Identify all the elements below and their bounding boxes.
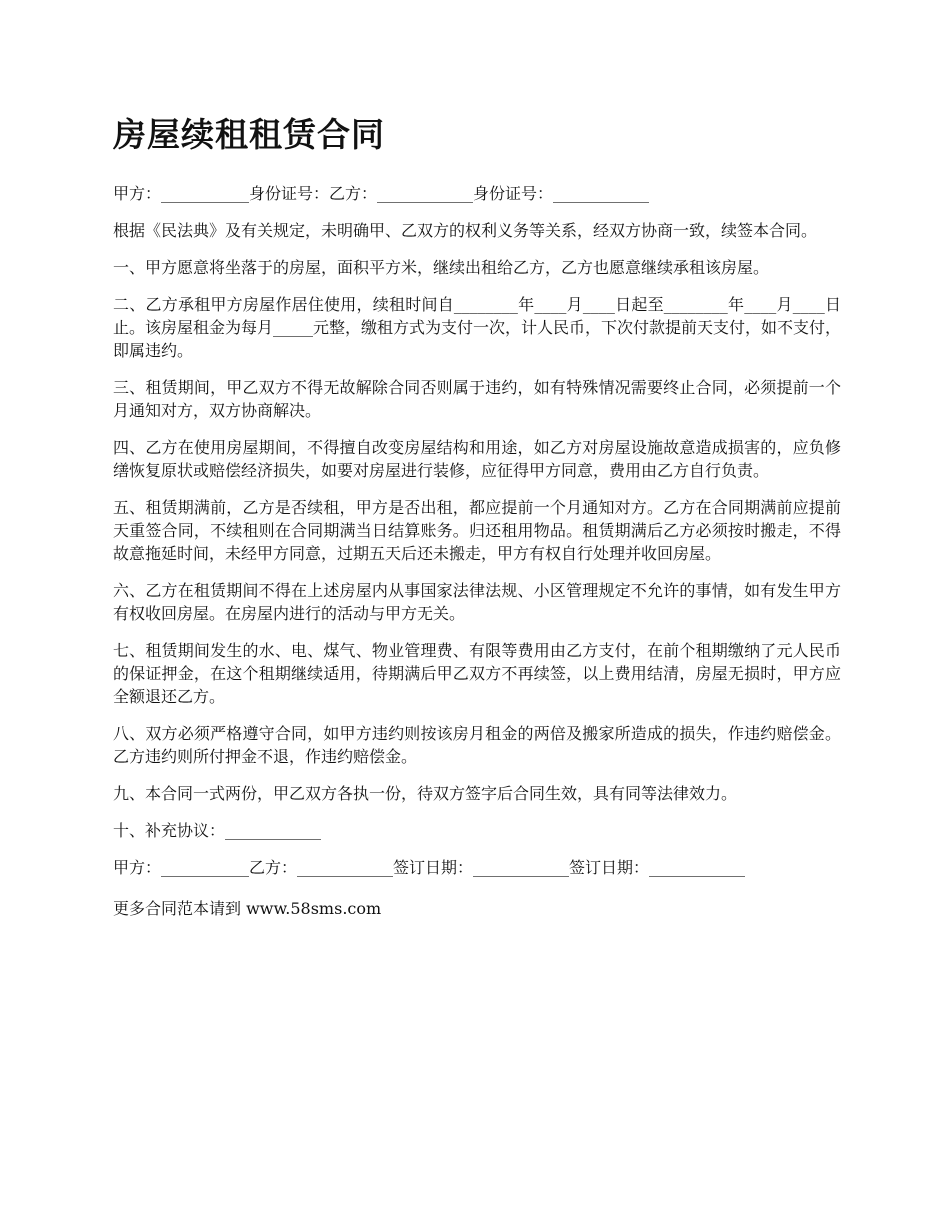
parties-line: 甲方：___________身份证号：乙方：____________身份证号：____________: [113, 184, 650, 203]
clause-4: 四、乙方在使用房屋期间，不得擅自改变房屋结构和用途，如乙方对房屋设施故意造成损害的，应负修缮恢复原状或赔偿经济损失，如要对房屋进行装修，应征得甲方同意，费用由乙方自行负责。: [113, 438, 841, 480]
footer-link-text: 更多合同范本请到 www.58sms.com: [113, 899, 382, 918]
intro-paragraph: 根据《民法典》及有关规定，未明确甲、乙双方的权利义务等关系，经双方协商一致，续签本合同。: [113, 221, 818, 240]
clause-2: 二、乙方承租甲方房屋作居住使用，续租时间自________年____月____日起至________年____月____日止。该房屋租金为每月_____元整，缴租方式为支付一次，计人民币，下次付款提前天支付，如不支付，即属违约。: [113, 295, 842, 360]
clause-1: 一、甲方愿意将坐落于的房屋，面积平方米，继续出租给乙方，乙方也愿意继续承租该房屋。: [113, 258, 770, 277]
clause-6: 六、乙方在租赁期间不得在上述房屋内从事国家法律法规、小区管理规定不允许的事情，如有发生甲方有权收回房屋。在房屋内进行的活动与甲方无关。: [113, 581, 841, 623]
contract-page: [113, 112, 841, 920]
clause-5: 五、租赁期满前，乙方是否续租，甲方是否出租，都应提前一个月通知对方。乙方在合同期满前应提前天重签合同，不续租则在合同期满当日结算账务。归还租用物品。租赁期满后乙方必须按时搬走，不得故意拖延时间，未经甲方同意，过期五天后还未搬走，甲方有权自行处理并收回房屋。: [113, 498, 841, 563]
signature-line: 甲方：___________乙方：____________签订日期：____________签订日期：____________: [113, 858, 746, 877]
clause-7: 七、租赁期间发生的水、电、煤气、物业管理费、有限等费用由乙方支付，在前个租期缴纳了元人民币的保证押金，在这个租期继续适用，待期满后甲乙双方不再续签，以上费用结清，房屋无损时，甲方应全额退还乙方。: [113, 641, 841, 706]
clause-8: 八、双方必须严格遵守合同，如甲方违约则按该房月租金的两倍及搬家所造成的损失，作违约赔偿金。乙方违约则所付押金不退，作违约赔偿金。: [113, 724, 841, 766]
page-title: 房屋续租租赁合同: [113, 115, 385, 154]
clause-10: 十、补充协议：____________: [113, 821, 322, 840]
clause-9: 九、本合同一式两份，甲乙双方各执一份，待双方签字后合同生效，具有同等法律效力。: [113, 784, 738, 803]
clause-3: 三、租赁期间，甲乙双方不得无故解除合同否则属于违约，如有特殊情况需要终止合同，必须提前一个月通知对方，双方协商解决。: [113, 378, 841, 420]
